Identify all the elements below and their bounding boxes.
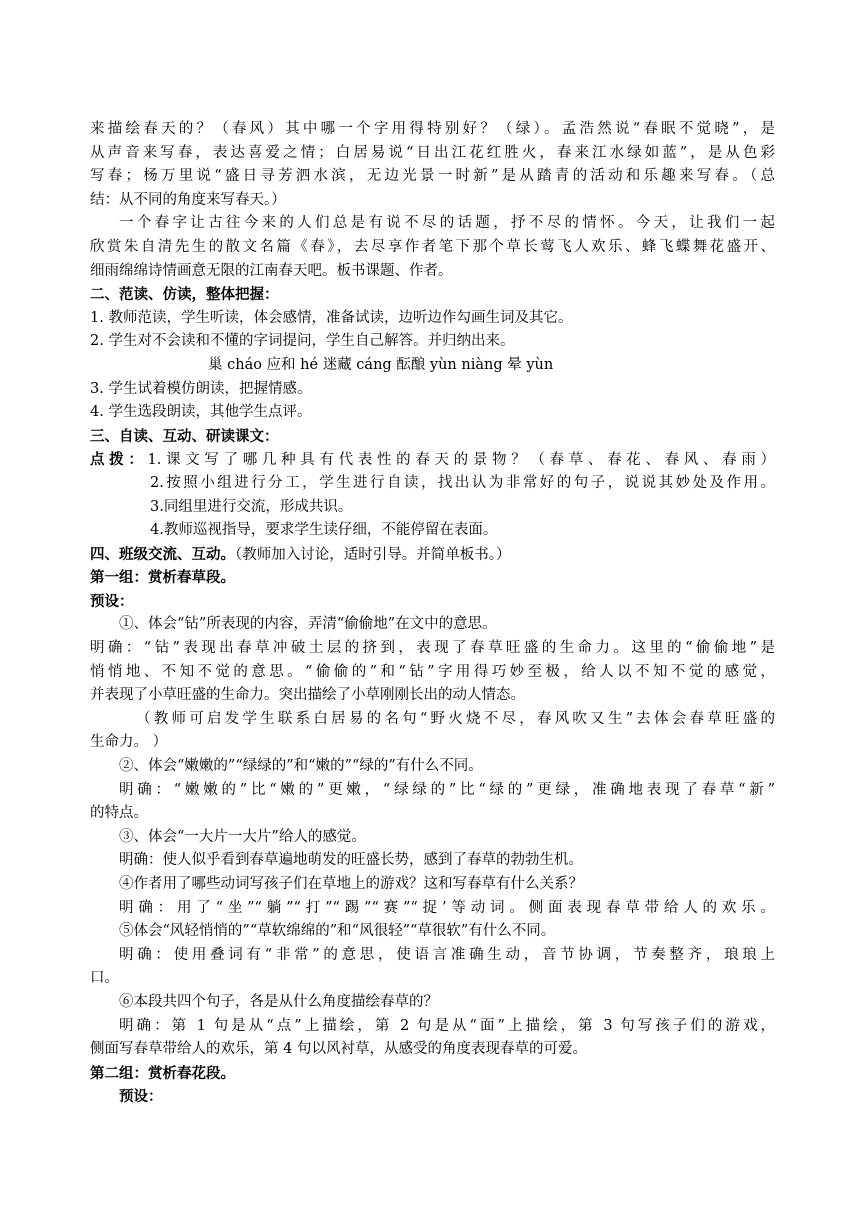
text-line <box>90 849 775 873</box>
text-line <box>90 802 775 826</box>
section-heading <box>90 566 775 590</box>
text-line <box>90 212 775 236</box>
text-line <box>90 118 775 142</box>
line-text: （教师可启发学生联系白居易的名句“野火烧不尽，春风吹又生”去体会春草旺盛的 <box>136 710 775 727</box>
line-text: 并表现了小草旺盛的生命力。突出描绘了小草刚刚长出的动人情态。 <box>90 687 525 704</box>
text-line <box>90 897 775 921</box>
line-text: 明确：用了“坐”“躺”“打”“踢”“赛”“捉’等动词。侧面表现春草带给人的欢乐。 <box>119 899 775 916</box>
line-text: 明确：第 1 句是从“点”上描绘，第 2 句是从“面”上描绘，第 3 句写孩子们的游戏， <box>119 1017 775 1034</box>
line-text: 结：从不同的角度来写春天。） <box>90 191 286 208</box>
text-line <box>90 260 775 284</box>
text-line <box>90 165 775 189</box>
text-line <box>90 330 775 354</box>
section-heading <box>90 590 775 614</box>
line-text: ①、体会“钻”所表现的内容，弄清“偷偷地”在文中的意思。 <box>119 616 497 633</box>
line-text: 写春；杨万里说“盛日寻芳泗水滨，无边光景一时新”是从踏青的活动和乐趣来写春。（总 <box>90 168 775 185</box>
line-text: 欣赏朱自清先生的散文名篇《春》，去尽享作者笔下那个草长莺飞人欢乐、蜂飞蝶舞花盛开、 <box>90 238 775 255</box>
text-line <box>90 236 775 260</box>
line-text: 的特点。 <box>90 805 148 822</box>
line-text: 悄悄地、不知不觉的意思。“偷偷的”和“钻”字用得巧妙至极，给人以不知不觉的感觉， <box>90 663 775 680</box>
text-line <box>90 991 775 1015</box>
line-text: 三、自读、互动、研读课文： <box>90 427 279 445</box>
line-text: 1.课文写了哪几种具有代表性的春天的景物？（春草、春花、春风、春雨） <box>147 452 775 469</box>
text-line <box>90 519 775 543</box>
line-text: 明确：使人似乎看到春草遍地萌发的旺盛长势，感到了春草的勃勃生机。 <box>119 852 583 869</box>
text-line <box>90 613 775 637</box>
line-text: 2. 学生对不会读和不懂的字词提问，学生自己解答。并归纳出来。 <box>90 333 515 350</box>
line-text: ③、体会“一大片一大片”给人的感觉。 <box>119 828 366 845</box>
line-text: ⑥本段共四个句子，各是从什么角度描绘春草的？ <box>119 993 438 1010</box>
section-heading <box>90 1062 775 1086</box>
text-line <box>90 189 775 213</box>
line-text: 4.教师巡视指导，要求学生读仔细，不能停留在表面。 <box>150 522 498 539</box>
document-body <box>90 118 775 1109</box>
text-line <box>90 378 775 402</box>
text-line <box>90 944 775 968</box>
line-text: 来描绘春天的？（春风）其中哪一个字用得特别好？（绿）。孟浩然说“春眠不觉晓”，是 <box>90 121 775 137</box>
text-line <box>90 873 775 897</box>
text-line <box>90 543 775 567</box>
line-text: 明确：“嫩嫩的”比“嫩的”更嫩，“绿绿的”比“绿的”更绿，准确地表现了春草“新” <box>119 781 775 798</box>
line-text: 一个春字让古往今来的人们总是有说不尽的话题，抒不尽的情怀。今天，让我们一起 <box>119 215 775 232</box>
text-line <box>90 354 775 378</box>
text-line <box>90 496 775 520</box>
text-line <box>90 307 775 331</box>
line-text: ②、体会“嫩嫩的”“绿绿的”和“嫩的”“绿的”有什么不同。 <box>119 758 483 775</box>
line-text: 生命力。 ） <box>90 734 168 751</box>
line-text: 3.同组里进行交流，形成共识。 <box>150 498 353 515</box>
line-text: 3. 学生试着模仿朗读，把握情感。 <box>90 380 312 397</box>
text-line <box>90 684 775 708</box>
line-text: 细雨绵绵诗情画意无限的江南春天吧。板书课题、作者。 <box>90 262 453 279</box>
line-text: 二、范读、仿读，整体把握： <box>90 286 279 304</box>
line-text: 第一组：赏析春草段。 <box>90 569 235 587</box>
line-text: 明确：“钻”表现出春草冲破土层的挤到，表现了春草旺盛的生命力。这里的“偷偷地”是 <box>90 640 775 657</box>
text-line <box>90 708 775 732</box>
text-line <box>90 1015 775 1039</box>
text-line <box>90 920 775 944</box>
line-text: 2.按照小组进行分工，学生进行自读，找出认为非常好的句子，说说其妙处及作用。 <box>150 474 775 491</box>
text-line <box>90 731 775 755</box>
line-text: 口。 <box>90 970 119 987</box>
line-text: 侧面写春草带给人的欢乐，第 4 句以风衬草，从感受的角度表现春草的可爱。 <box>90 1041 587 1058</box>
text-line <box>90 472 775 496</box>
line-text: 第二组：赏析春花段。 <box>90 1064 235 1082</box>
line-label: 点拨： <box>90 451 148 469</box>
line-text: （教师加入讨论，适时引导。并简单板书。） <box>235 546 511 563</box>
text-line <box>90 142 775 166</box>
text-line <box>90 779 775 803</box>
text-line <box>90 448 775 472</box>
section-heading <box>90 1085 775 1109</box>
line-label: 四、班级交流、互动。 <box>90 545 235 563</box>
line-text: ⑤体会“风轻悄悄的”“草软绵绵的”和“风很轻”“草很软”有什么不同。 <box>119 923 556 940</box>
line-text: 预设： <box>119 1088 163 1106</box>
line-text: 明确：使用叠词有“非常”的意思，使语言准确生动，音节协调，节奏整齐，琅琅上 <box>119 946 775 963</box>
text-line <box>90 967 775 991</box>
section-heading <box>90 283 775 307</box>
line-text: 从声音来写春，表达喜爱之情；白居易说“日出江花红胜火，春来江水绿如蓝”，是从色彩 <box>90 144 775 161</box>
line-text: 1. 教师范读，学生听读，体会感情，准备试读，边听边作勾画生词及其它。 <box>90 309 573 326</box>
section-heading <box>90 425 775 449</box>
line-text: 4. 学生选段朗读，其他学生点评。 <box>90 404 312 421</box>
text-line <box>90 755 775 779</box>
text-line <box>90 1038 775 1062</box>
line-text: 预设： <box>90 592 134 610</box>
text-line <box>90 637 775 661</box>
line-text: 巢 cháo 应和 hé 迷藏 cáng 酝酿 yùn niàng 晕 yùn <box>208 356 554 373</box>
text-line <box>90 826 775 850</box>
line-text: ④作者用了哪些动词写孩子们在草地上的游戏？这和写春草有什么关系？ <box>119 876 583 892</box>
text-line <box>90 401 775 425</box>
text-line <box>90 661 775 685</box>
